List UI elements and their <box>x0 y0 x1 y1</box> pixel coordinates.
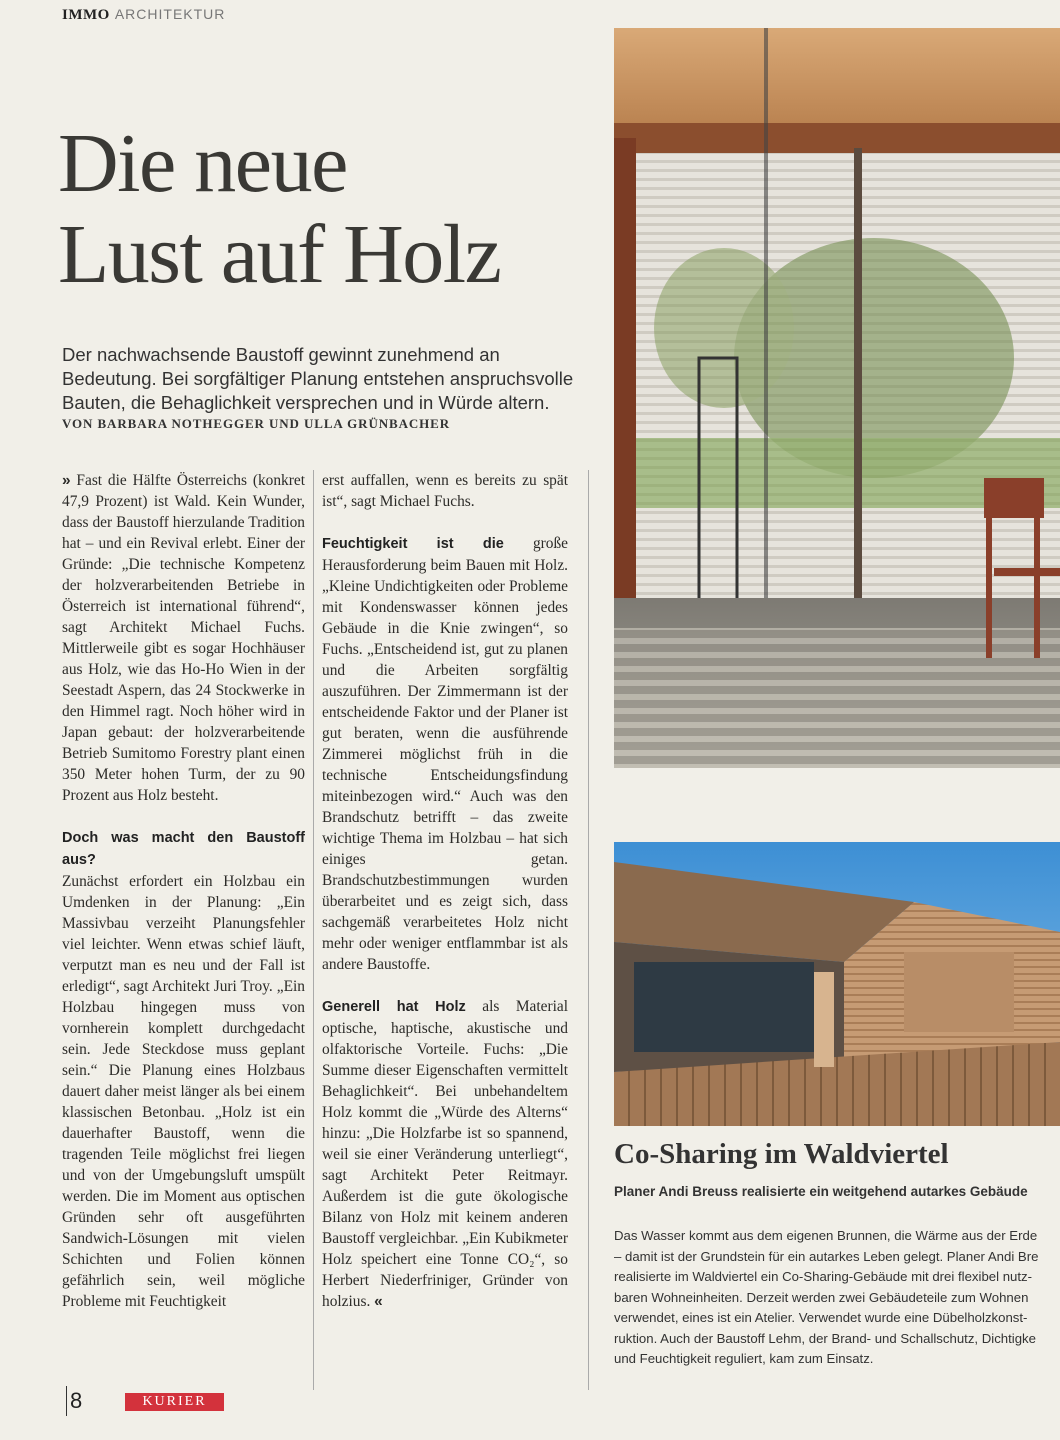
subheading: Generell hat Holz <box>322 999 466 1015</box>
kurier-logo: KURIER <box>125 1393 224 1411</box>
paragraph-text: große Herausforderung beim Bauen mit Holz. „Kleine Undichtigkeiten oder Probleme mit Kondenswasser können jedes Gebäude in die Knie zwingen“, so Fuchs. „Entscheidend ist, gut zu planen und die Arbeiten sorgfältig auszuführen. Der Zimmermann ist der entscheidende Faktor und der Planer ist gut beraten, wenn die ausführende Zimmerei möglichst früh in die technische Entscheidungsfindung miteinbezogen wird.“ Auch was den Brandschutz betrifft – das zweite wichtige Thema im Holzbau – hat sich einiges getan. Brandschutzbestimmungen wurden überarbeitet und es zeigt sich, dass sachgemäß verarbeitetes Holz nicht mehr oder weniger entflammbar ist als andere Baustoffe. <box>322 535 568 973</box>
paragraph <box>62 827 305 1312</box>
paragraph <box>322 996 568 1312</box>
footer-rule <box>66 1386 67 1416</box>
sidebar-subtitle: Planer Andi Breuss realisierte ein weitgehend autarkes Gebäude <box>614 1184 1028 1199</box>
sidebar-body-line: ruktion. Auch der Baustoff Lehm, der Brand- und Schallschutz, Dichtigke <box>614 1330 1036 1346</box>
sidebar-title: Co-Sharing im Waldviertel <box>614 1138 949 1170</box>
headline <box>58 118 598 300</box>
lede: Der nachwachsende Baustoff gewinnt zunehmend an Bedeutung. Bei sorgfältiger Planung entstehen anspruchsvolle Bauten, die Behaglichkeit versprechen und in Würde altern. <box>62 344 574 413</box>
exterior-photo <box>614 842 1060 1126</box>
subheading: Doch was macht den Baustoff aus? <box>62 830 305 868</box>
paragraph-text: Fast die Hälfte Österreichs (konkret 47,9 Prozent) ist Wald. Kein Wunder, dass der Baustoff hierzulande Tradition hat – und ein Revival erlebt. Einer der Gründe: „Die technische Kompetenz der holzverarbeitenden Betriebe in Österreich ist international führend“, sagt Architekt Michael Fuchs. Mittlerweile gibt es sogar Hochhäuser aus Holz, wie das Ho-Ho Wien in der Seestadt Aspern, das 24 Stockwerke in den Himmel ragt. Noch höher wird in Japan gebaut: der holzverarbeitende Betrieb Sumitomo Forestry plant einen 350 Meter hohen Turm, der zu 90 Prozent aus Holz besteht. <box>62 472 305 804</box>
quote-close-mark: « <box>374 1293 383 1310</box>
section-kicker: IMMO <box>62 7 110 23</box>
exterior-photo-graphic <box>614 842 1060 1126</box>
sidebar-divider <box>588 470 589 1390</box>
paragraph-text: als Material optische, haptische, akustische und olfaktorische Vorteile. Fuchs: „Die Summe dieser Eigenschaften vermittelt Behaglichkeit“. Bei unbehandeltem Holz kommt die „Würde des Alterns“ hinzu: „Die Holzfarbe ist so spannend, weil sie einer Veränderung unterliegt“, sagt Architekt Peter Reitmayr. Außerdem ist die gute ökologische Bilanz von Holz mit keinem anderen Baustoff vergleichbar. „Ein Kubikmeter Holz speichert eine Tonne CO₂“, so Herbert Niederfriniger, Gründer von holzius. <box>322 998 568 1310</box>
subheading: Feuchtigkeit ist die <box>322 536 504 552</box>
column-divider <box>313 470 314 1390</box>
paragraph-text: erst auffallen, wenn es bereits zu spät ist“, sagt Michael Fuchs. <box>322 472 568 510</box>
paragraph-text: Zunächst erfordert ein Holzbau ein Umdenken in der Planung: „Ein Massivbau verzeiht Planungsfehler viel leichter. Wenn etwas schief läuft, verputzt man es neu und der Fall ist erledigt“, sagt Architekt Juri Troy. „Ein Holzbau hingegen muss von vornherein komplett durchgedacht sein. Jede Steckdose muss geplant sein.“ Die Planung eines Holzbaus dauert daher meist länger als bei einem klassischen Betonbau. „Holz ist ein dauerhafter Baustoff, wenn die tragenden Teile möglichst frei liegen und von der Umgebungsluft umspült werden. Die im Moment aus optischen Gründen sehr oft ausgeführten Sandwich-Lösungen mit vielen Schichten und Folien können gefährlich sein, weil mögliche Probleme mit Feuchtigkeit <box>62 873 305 1310</box>
interior-photo <box>614 28 1060 768</box>
sidebar-body-line: und Feuchtigkeit reguliert, kam zum Einsatz. <box>614 1351 874 1366</box>
article-column-1 <box>62 470 305 1312</box>
paragraph <box>322 533 568 975</box>
sidebar-body-line: – damit ist der Grundstein für ein autarkes Leben gelegt. Planer Andi Bre <box>614 1248 1039 1264</box>
section-header <box>62 6 225 24</box>
paragraph <box>62 470 305 806</box>
sidebar-body-line: realisierte im Waldviertel ein Co-Sharing-Gebäude mit drei flexibel nutz- <box>614 1269 1033 1284</box>
headline-line-1: Die neue <box>58 117 347 210</box>
interior-photo-graphic <box>614 28 1060 768</box>
sidebar-body <box>614 1226 1060 1370</box>
sidebar-body-line: verwendet, eines ist ein Atelier. Verwendet wurde eine Dübelholzkonst- <box>614 1310 1028 1325</box>
page-number: 8 <box>70 1388 83 1413</box>
article-column-2 <box>322 470 568 1312</box>
sidebar-body-line: baren Wohneinheiten. Derzeit werden zwei Gebäudeteile zum Wohnen <box>614 1289 1029 1305</box>
sidebar-body-line: Das Wasser kommt aus dem eigenen Brunnen, die Wärme aus der Erde <box>614 1228 1038 1243</box>
byline: VON BARBARA NOTHEGGER UND ULLA GRÜNBACHER <box>62 416 451 431</box>
headline-line-2: Lust auf Holz <box>58 208 501 301</box>
section-label: ARCHITEKTUR <box>114 6 226 22</box>
quote-open-mark: » <box>62 472 71 489</box>
